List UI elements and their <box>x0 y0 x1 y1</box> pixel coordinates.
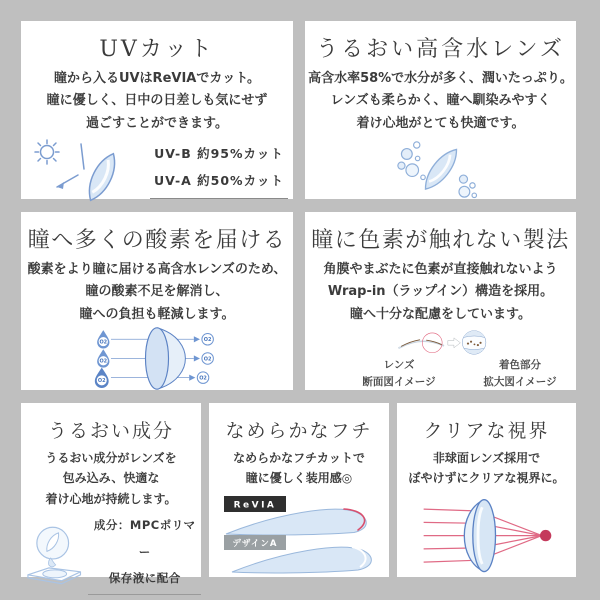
panel-title: クリアな視界 <box>423 420 550 442</box>
pigment-magnified-caption: 着色部分 拡大図イメージ <box>483 359 557 388</box>
body-line: 瞳から入るUVはReVIAでカット。 <box>53 71 261 86</box>
panel-wrap-in <box>305 212 576 390</box>
svg-text:O2: O2 <box>97 378 106 385</box>
illustration-captions <box>305 357 576 390</box>
panel-body <box>408 448 564 489</box>
body-line: 瞳に優しく装用感◎ <box>245 471 353 486</box>
body-line: うるおい成分がレンズを <box>45 451 177 465</box>
panel-body <box>45 448 176 509</box>
body-line: ぼやけずにクリアな視界に。 <box>408 471 565 486</box>
body-line: 瞳への負担も軽減します。 <box>79 306 235 322</box>
sun-and-lens-icon <box>26 137 148 203</box>
lens-cross-section-and-magnified-pigment-icon <box>319 328 563 355</box>
body-line: なめらかなフチカットで <box>233 451 365 465</box>
svg-text:O2: O2 <box>199 375 207 382</box>
ingredient-note: 成分：MPCポリマー 保存液に配合 <box>88 512 201 595</box>
svg-text:O2: O2 <box>203 356 212 363</box>
panel-title: 瞳に色素が触れない製法 <box>311 228 570 253</box>
revia-badge: ReVIA <box>233 500 277 511</box>
panel-moisture-lens <box>305 21 576 199</box>
lens-in-drop-above-blister-icon <box>21 523 86 585</box>
panel-body <box>47 68 268 135</box>
panel-body <box>308 68 573 135</box>
svg-text:O2: O2 <box>99 358 108 365</box>
body-line: 角膜やまぶたに色素が直接触れないよう <box>323 262 558 277</box>
panel-body <box>323 259 557 326</box>
panel-body <box>28 259 287 326</box>
revia-edge <box>224 496 366 535</box>
body-line: 瞳へ十分な配慮をしています。 <box>350 306 531 322</box>
ingredient-illustration-row <box>21 512 201 595</box>
body-line: 高含水率58%で水分が多く、潤いたっぷり。 <box>308 71 573 86</box>
body-line: 酸素をより瞳に届ける高含水レンズのため、 <box>27 262 287 277</box>
uv-illustration-row <box>26 137 288 203</box>
body-line: 着け心地が持続します。 <box>45 491 177 506</box>
panel-title: うるおい成分 <box>47 420 174 442</box>
uv-stats <box>150 141 288 199</box>
lens-with-bubbles-icon <box>381 136 501 199</box>
panel-title: UVカット <box>99 37 215 62</box>
uv-a-stat: UV-A 約50%カット <box>154 172 284 188</box>
body-line: 包み込み、快適な <box>62 471 160 486</box>
panel-title: なめらかなフチ <box>225 420 373 442</box>
svg-text:O2: O2 <box>99 339 108 346</box>
lens-edge-comparison-icon <box>216 496 382 576</box>
panel-title: 瞳へ多くの酸素を届ける <box>27 228 287 253</box>
lens-cross-section-caption: レンズ 断面図イメージ <box>362 359 436 388</box>
panel-body <box>233 448 365 489</box>
body-line: レンズも柔らかく、瞳へ馴染みやすく <box>330 93 551 109</box>
body-line: 瞳に優しく、日中の日差しも気にせず <box>46 93 268 109</box>
panel-moisture-ingredient <box>21 403 201 586</box>
panel-smooth-edge <box>209 403 389 577</box>
body-line: 過ごすことができます。 <box>86 115 228 131</box>
panel-clear-vision <box>397 403 576 577</box>
body-line: 瞳の酸素不足を解消し、 <box>85 284 229 300</box>
body-line: Wrap-in（ラップイン）構造を採用。 <box>327 284 554 300</box>
body-line: 着け心地がとても快適です。 <box>356 115 525 131</box>
panel-title: うるおい高含水レンズ <box>316 37 565 62</box>
design-a-badge: デザインA <box>232 538 278 549</box>
oxygen-through-lens-icon <box>57 327 257 390</box>
panel-uv-cut <box>21 21 293 199</box>
design-a-edge <box>224 535 371 573</box>
aspheric-lens-focus-icon <box>412 494 562 577</box>
oxygen-droplets <box>95 330 110 388</box>
panel-oxygen <box>21 212 293 390</box>
uv-b-stat: UV-B 約95%カット <box>154 146 284 162</box>
body-line: 非球面レンズ採用で <box>432 451 541 465</box>
svg-text:O2: O2 <box>203 337 212 344</box>
